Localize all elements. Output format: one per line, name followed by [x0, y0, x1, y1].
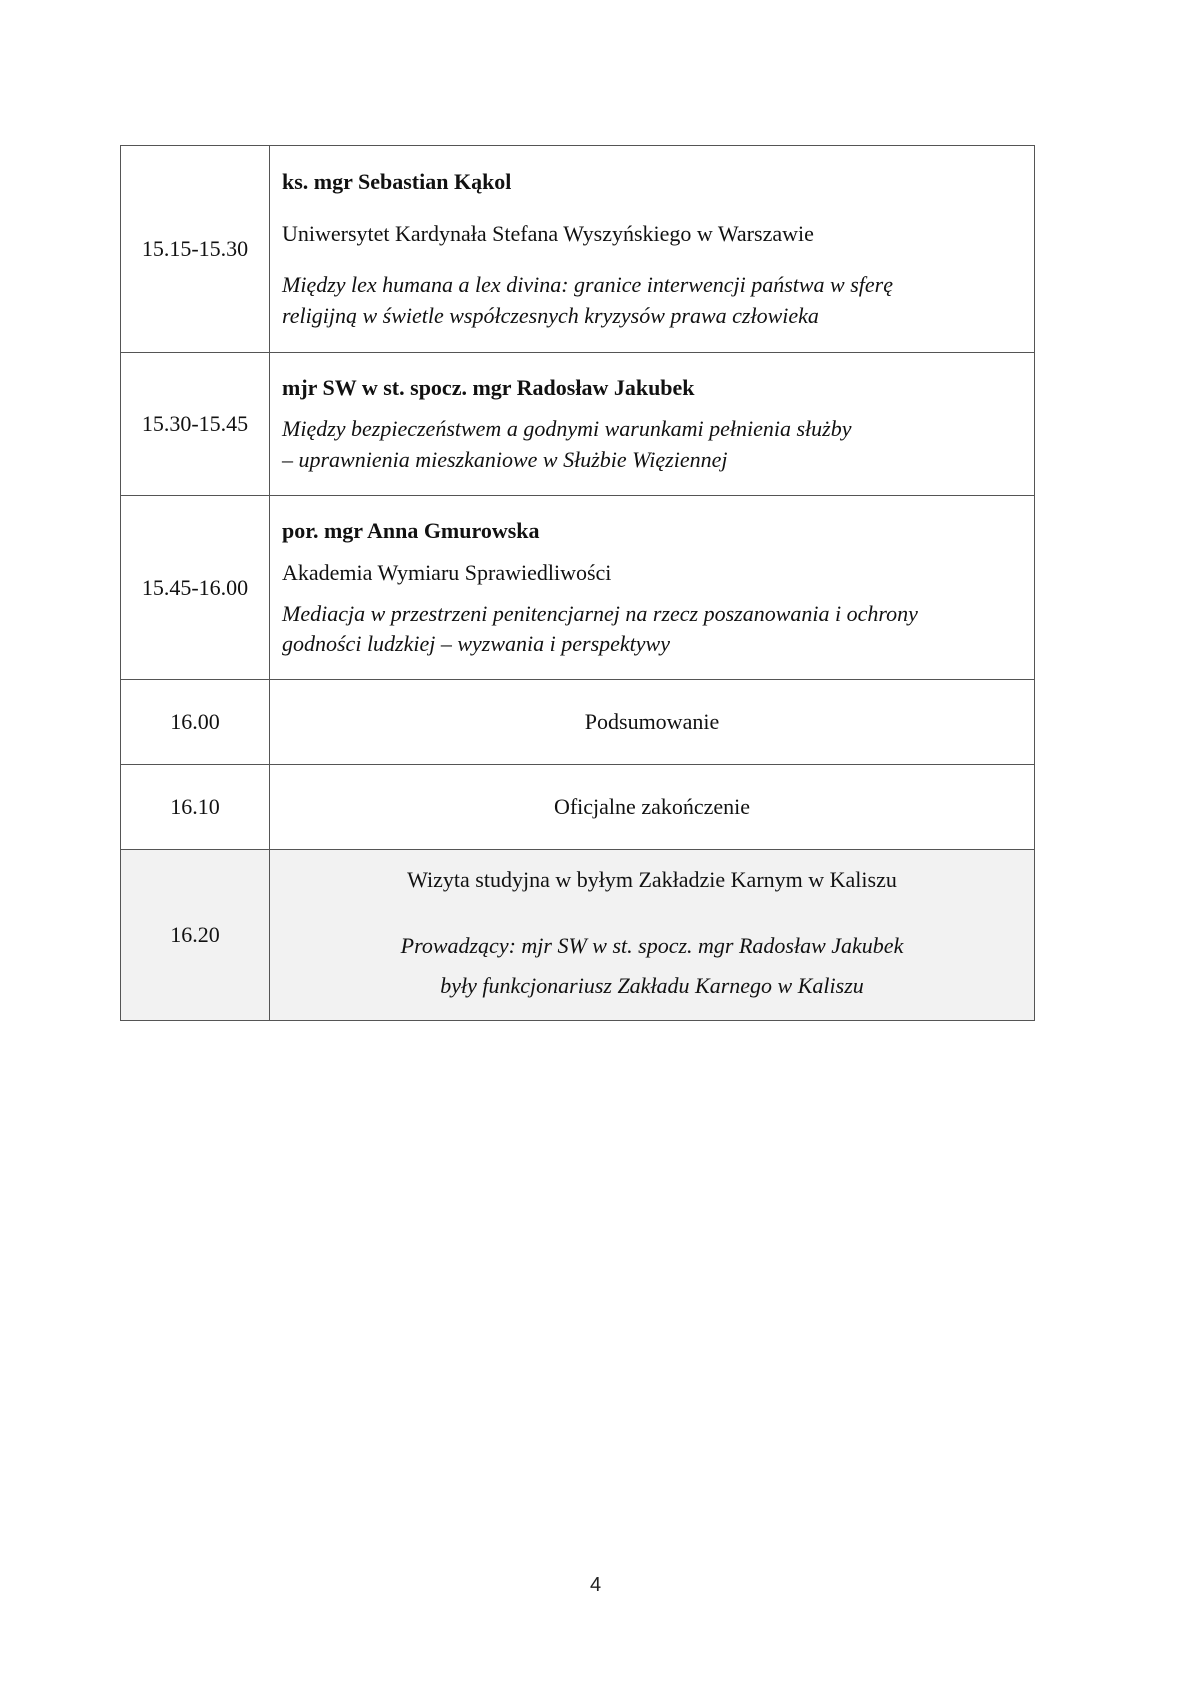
event-cell [270, 850, 1035, 1021]
table-row [121, 353, 1035, 496]
time-cell: 15.45-16.00 [121, 496, 270, 680]
event-cell: Oficjalne zakończenie [270, 765, 1035, 850]
session-cell [270, 496, 1035, 680]
visit-leader [282, 926, 1022, 1005]
time-cell: 15.30-15.45 [121, 353, 270, 496]
talk-title-line: Mediacja w przestrzeni penitencjarnej na rzecz poszanowania i ochrony [282, 600, 918, 626]
table-row [121, 765, 1035, 850]
event-cell: Podsumowanie [270, 680, 1035, 765]
talk-title-line: Między lex humana a lex divina: granice interwencji państwa w sferę [282, 272, 893, 298]
speaker-affiliation: Akademia Wymiaru Sprawiedliwości [282, 559, 612, 585]
table-row [121, 496, 1035, 680]
speaker-name: ks. mgr Sebastian Kąkol [282, 169, 512, 195]
table-row [121, 680, 1035, 765]
program-table [120, 145, 1035, 1021]
table-row [121, 146, 1035, 353]
table-row [121, 850, 1035, 1021]
talk-title [282, 599, 1022, 661]
talk-title-line: Między bezpieczeństwem a godnymi warunkami pełnienia służby [282, 416, 852, 442]
talk-title-line: – uprawnienia mieszkaniowe w Służbie Więziennej [282, 446, 728, 472]
visit-leader-line: były funkcjonariusz Zakładu Karnego w Kaliszu [440, 972, 864, 998]
time-cell: 15.15-15.30 [121, 146, 270, 353]
session-cell [270, 353, 1035, 496]
session-cell [270, 146, 1035, 353]
talk-title-line: godności ludzkiej – wyzwania i perspektywy [282, 631, 670, 657]
page-number: 4 [589, 1574, 602, 1596]
talk-title [282, 414, 1022, 476]
speaker-name: por. mgr Anna Gmurowska [282, 517, 540, 543]
time-cell: 16.00 [121, 680, 270, 765]
study-visit-title: Wizyta studyjna w byłym Zakładzie Karnym w Kaliszu [407, 867, 897, 893]
time-cell: 16.10 [121, 765, 270, 850]
talk-title-line: religijną w świetle współczesnych kryzysów prawa człowieka [282, 302, 819, 328]
talk-title [282, 270, 1022, 332]
speaker-affiliation: Uniwersytet Kardynała Stefana Wyszyńskiego w Warszawie [282, 221, 814, 247]
speaker-name: mjr SW w st. spocz. mgr Radosław Jakubek [282, 375, 695, 401]
time-cell: 16.20 [121, 850, 270, 1021]
visit-leader-line: Prowadzący: mjr SW w st. spocz. mgr Radosław Jakubek [400, 933, 904, 959]
